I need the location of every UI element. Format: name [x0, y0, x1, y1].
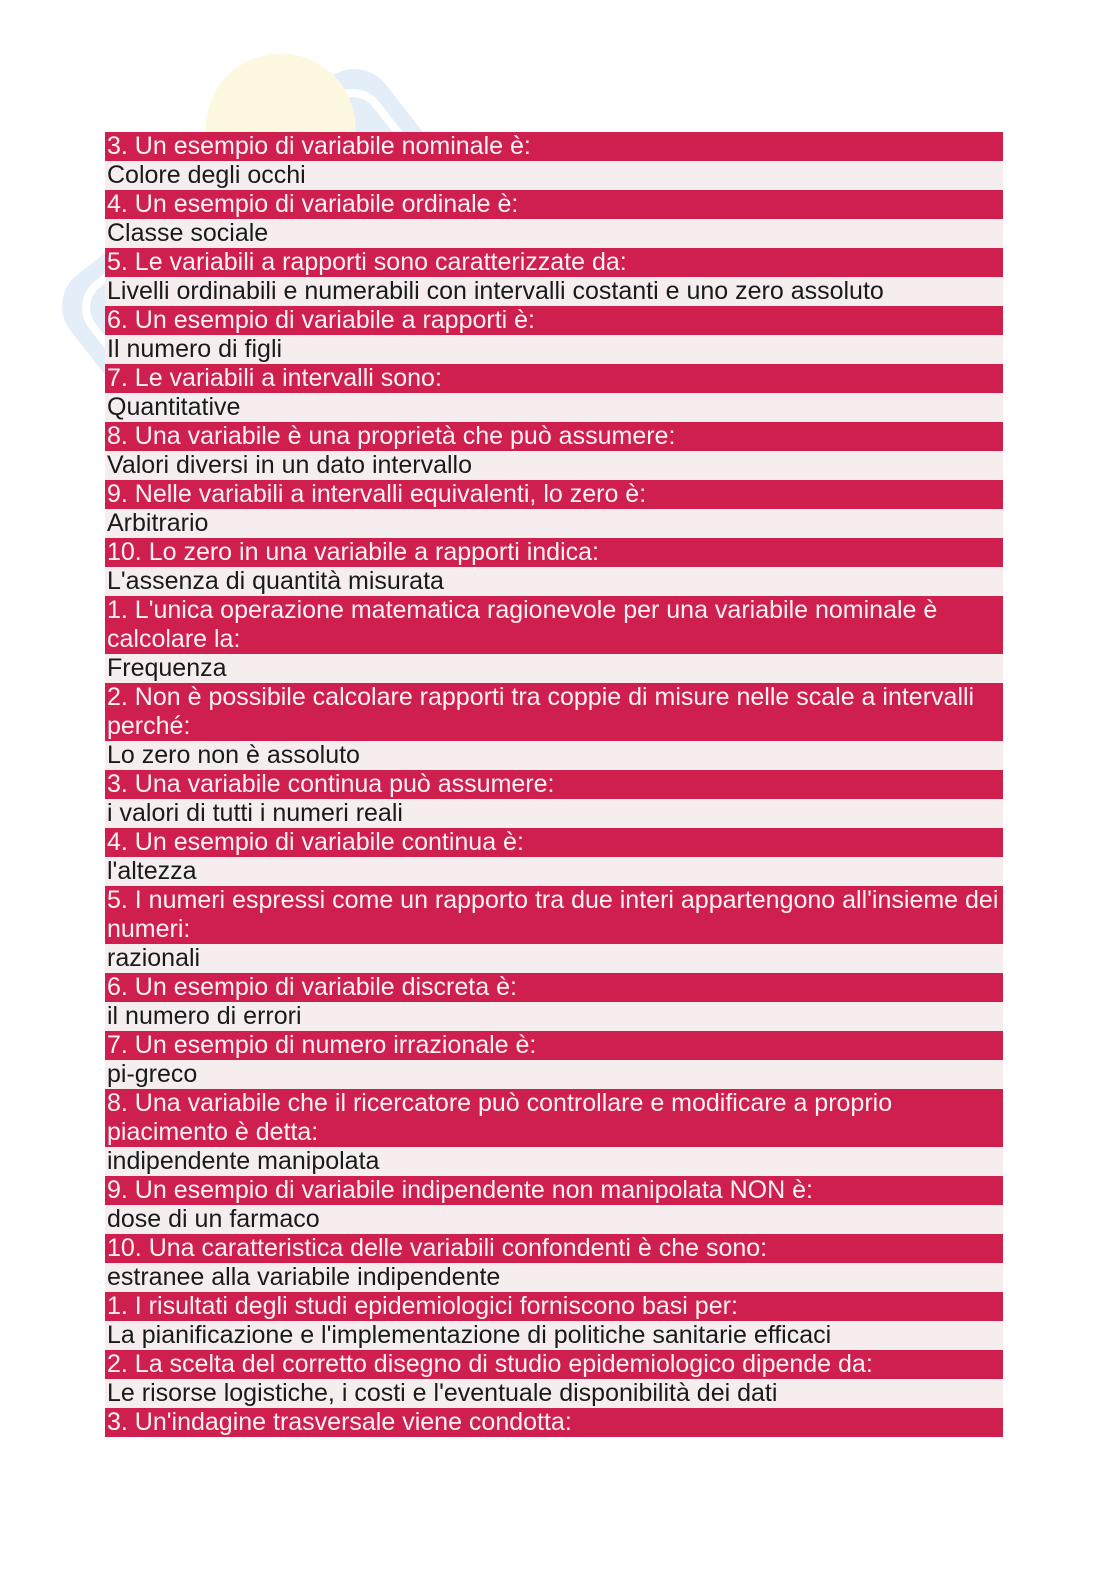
question-row: 2. La scelta del corretto disegno di studio epidemiologico dipende da:: [105, 1350, 1003, 1379]
question-row: 6. Un esempio di variabile discreta è:: [105, 973, 1003, 1002]
answer-row: Classe sociale: [105, 219, 1003, 248]
question-row: 7. Un esempio di numero irrazionale è:: [105, 1031, 1003, 1060]
question-row: 9. Un esempio di variabile indipendente non manipolata NON è:: [105, 1176, 1003, 1205]
answer-row: Le risorse logistiche, i costi e l'eventuale disponibilità dei dati: [105, 1379, 1003, 1408]
answer-row: il numero di errori: [105, 1002, 1003, 1031]
question-row: 3. Una variabile continua può assumere:: [105, 770, 1003, 799]
question-row: 8. Una variabile è una proprietà che può assumere:: [105, 422, 1003, 451]
question-row: 5. Le variabili a rapporti sono caratterizzate da:: [105, 248, 1003, 277]
question-row: 8. Una variabile che il ricercatore può controllare e modificare a proprio piacimento è detta:: [105, 1089, 1003, 1147]
answer-row: Arbitrario: [105, 509, 1003, 538]
answer-row: Quantitative: [105, 393, 1003, 422]
question-row: 4. Un esempio di variabile ordinale è:: [105, 190, 1003, 219]
answer-row: Il numero di figli: [105, 335, 1003, 364]
answer-row: indipendente manipolata: [105, 1147, 1003, 1176]
question-row: 10. Una caratteristica delle variabili confondenti è che sono:: [105, 1234, 1003, 1263]
question-row: 6. Un esempio di variabile a rapporti è:: [105, 306, 1003, 335]
answer-row: i valori di tutti i numeri reali: [105, 799, 1003, 828]
question-row: 3. Un esempio di variabile nominale è:: [105, 132, 1003, 161]
answer-row: Valori diversi in un dato intervallo: [105, 451, 1003, 480]
qa-table: [105, 132, 1003, 1437]
answer-row: pi-greco: [105, 1060, 1003, 1089]
question-row: 3. Un'indagine trasversale viene condotta:: [105, 1408, 1003, 1437]
answer-row: l'altezza: [105, 857, 1003, 886]
question-row: 1. L'unica operazione matematica ragionevole per una variabile nominale è calcolare la:: [105, 596, 1003, 654]
answer-row: Colore degli occhi: [105, 161, 1003, 190]
answer-row: razionali: [105, 944, 1003, 973]
answer-row: Livelli ordinabili e numerabili con intervalli costanti e uno zero assoluto: [105, 277, 1003, 306]
answer-row: estranee alla variabile indipendente: [105, 1263, 1003, 1292]
answer-row: Frequenza: [105, 654, 1003, 683]
answer-row: La pianificazione e l'implementazione di politiche sanitarie efficaci: [105, 1321, 1003, 1350]
answer-row: dose di un farmaco: [105, 1205, 1003, 1234]
question-row: 2. Non è possibile calcolare rapporti tra coppie di misure nelle scale a intervalli perché:: [105, 683, 1003, 741]
question-row: 5. I numeri espressi come un rapporto tra due interi appartengono all'insieme dei numeri:: [105, 886, 1003, 944]
question-row: 7. Le variabili a intervalli sono:: [105, 364, 1003, 393]
question-row: 1. I risultati degli studi epidemiologici forniscono basi per:: [105, 1292, 1003, 1321]
answer-row: L'assenza di quantità misurata: [105, 567, 1003, 596]
answer-row: Lo zero non è assoluto: [105, 741, 1003, 770]
question-row: 9. Nelle variabili a intervalli equivalenti, lo zero è:: [105, 480, 1003, 509]
question-row: 10. Lo zero in una variabile a rapporti indica:: [105, 538, 1003, 567]
question-row: 4. Un esempio di variabile continua è:: [105, 828, 1003, 857]
